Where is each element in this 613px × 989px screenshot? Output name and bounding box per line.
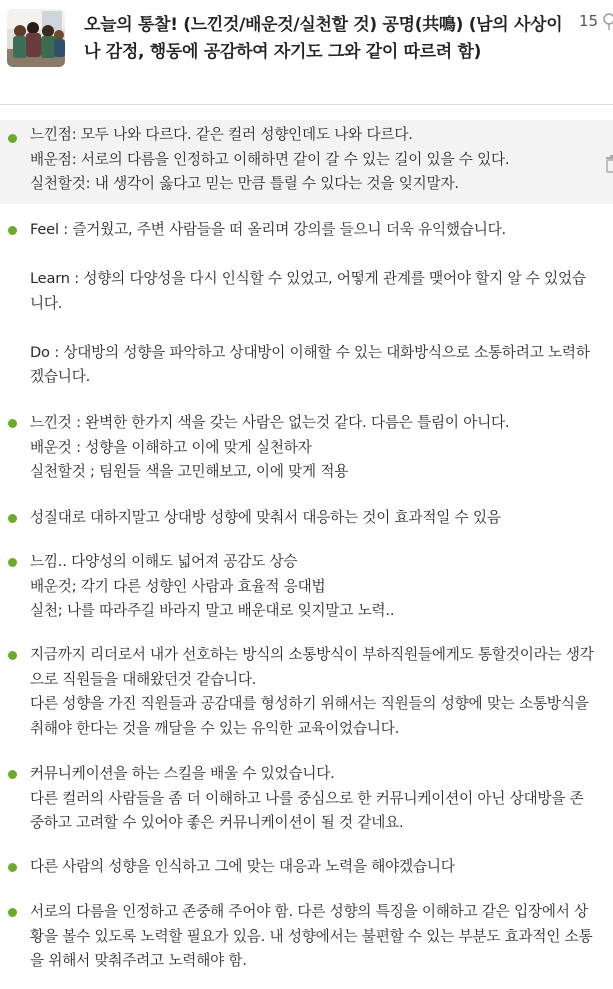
bullet-dot	[8, 770, 17, 779]
comment-item	[0, 900, 613, 978]
comment-text: 다른 사람의 성향을 인식하고 그에 맞는 대응과 노력을 해야겠습니다	[30, 858, 455, 875]
trash-icon[interactable]	[603, 152, 613, 174]
comment-text: 성질대로 대하지말고 상대방 성향에 맞춰서 대응하는 것이 효과적일 수 있음	[30, 509, 501, 526]
bullet-dot	[8, 419, 17, 428]
comment-text: 커뮤니케이션을 하는 스킬을 배울 수 있었습니다. 다른 컬러의 사람들을 좀 더 이해하고 나를 중심으로 한 커뮤니케이션이 아닌 상대방을 존중하고 고려할 수 있어야 좋은 커뮤니케이션이 될 것 같네요.	[30, 765, 584, 831]
bullet-dot	[8, 651, 17, 660]
bullet-dot	[8, 863, 17, 872]
bullet-dot	[8, 514, 17, 523]
post-header	[0, 0, 613, 105]
comment-item	[0, 762, 613, 840]
comment-item	[0, 550, 613, 628]
comment-item	[0, 855, 613, 881]
post-thumbnail[interactable]	[7, 9, 65, 67]
comment-text: Feel : 즐거웠고, 주변 사람들을 떠 올리며 강의를 들으니 더욱 유익했습니다. Learn : 성향의 다양성을 다시 인식할 수 있었고, 어떻게 관계를 맺어야 할지 알 수 있었습니다. Do : 상대방의 성향을 파악하고 상대방이 이해할 수 있는 대화방식으로 소통하려고 노력하겠습니다.	[30, 221, 590, 385]
share-icon[interactable]	[600, 12, 613, 32]
comment-text: 느낀것 : 완벽한 한가지 색을 갖는 사람은 없는것 같다. 다름은 틀림이 아니다. 배운것 : 성향을 이해하고 이에 맞게 실천하자 실천할것 ; 팀원들 색을 고민해보고, 이에 맞게 적용	[30, 414, 510, 480]
bullet-dot	[8, 558, 17, 567]
comment-item	[0, 643, 613, 745]
comment-text: 지금까지 리더로서 내가 선호하는 방식의 소통방식이 부하직원들에게도 통할것이라는 생각으로 직원들을 대해왔던것 같습니다. 다른 성향을 가진 직원들과 공감대를 형성하기 위해서는 직원들의 성향에 맞는 소통방식을 취해야 한다는 것을 깨달을 수 있는 유익한 교육이었습니다.	[30, 646, 594, 737]
comment-item	[0, 411, 613, 489]
comment-text: 느낀점: 모두 나와 다르다. 같은 컬러 성향인데도 나와 다르다. 배운점: 서로의 다름을 인정하고 이해하면 같이 갈 수 있는 길이 있을 수 있다. 실천할것: 내 생각이 옳다고 믿는 만큼 틀릴 수 있다는 것을 잊지말자.	[30, 126, 510, 192]
comment-item	[0, 120, 613, 204]
comment-item	[0, 218, 613, 392]
bullet-dot	[8, 908, 17, 917]
comment-text: 느낌.. 다양성의 이해도 넓어져 공감도 상승 배운것; 각기 다른 성향인 사람과 효율적 응대법 실천; 나를 따라주길 바라지 말고 배운대로 잊지말고 노력..	[30, 553, 395, 619]
post-title: 오늘의 통찰! (느낀것/배운것/실천할 것) 공명(共鳴) (남의 사상이나 감정, 행동에 공감하여 자기도 그와 같이 따르려 함)	[84, 15, 563, 62]
comment-text: 서로의 다름을 인정하고 존중해 주어야 함. 다른 성향의 특징을 이해하고 같은 입장에서 상황을 볼수 있도록 노력할 필요가 있음. 내 성향에서는 불편할 수 있는 부분도 효과적인 소통을 위해서 맞춰주려고 노력해야 함.	[30, 903, 593, 969]
comment-item	[0, 506, 613, 532]
bullet-dot	[8, 134, 17, 143]
post-date: 15	[579, 12, 599, 30]
bullet-dot	[8, 226, 17, 235]
